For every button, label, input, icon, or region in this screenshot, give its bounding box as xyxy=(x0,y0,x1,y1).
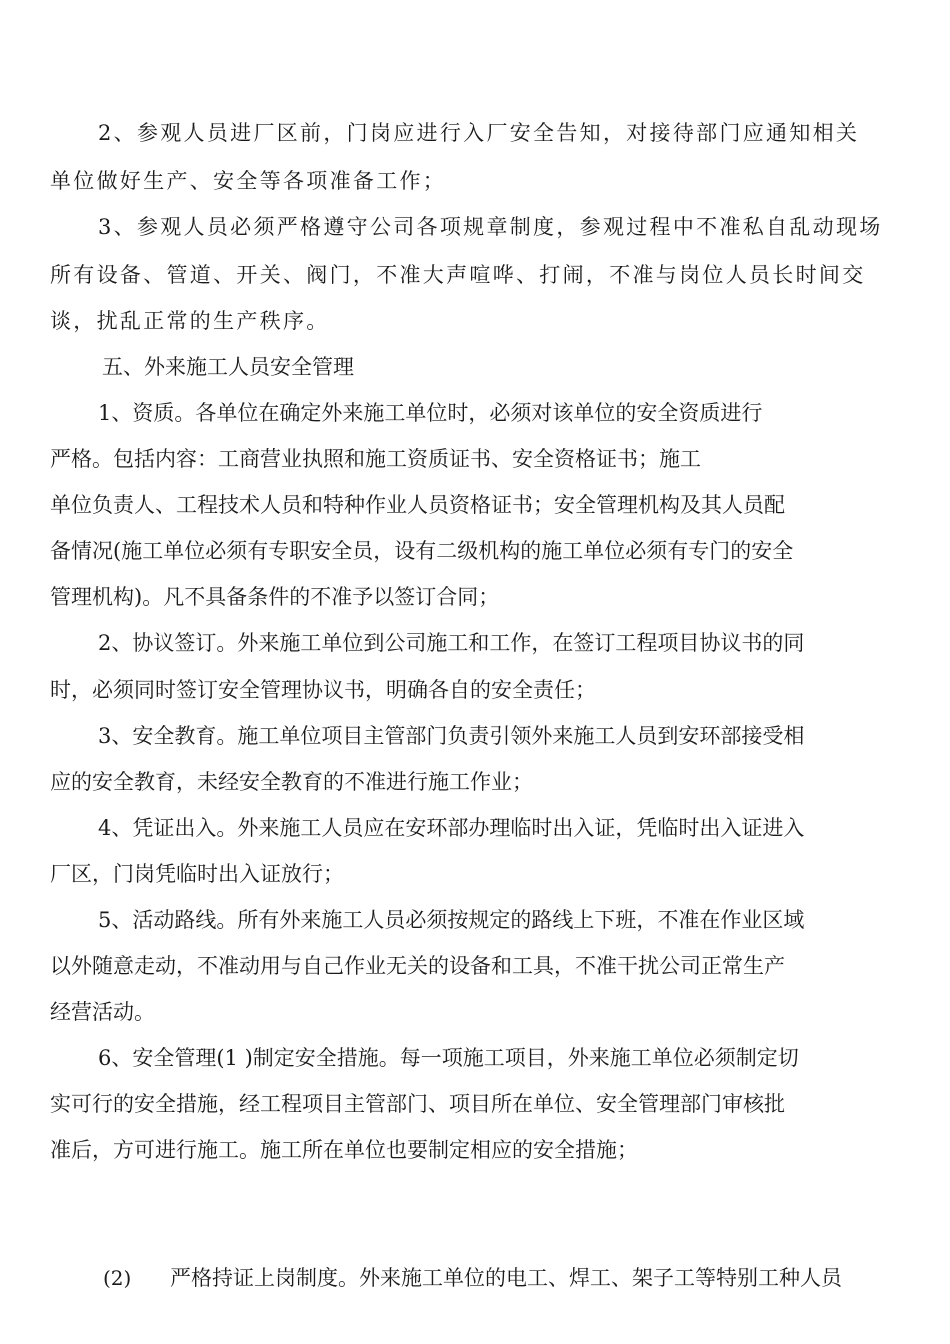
text-line: 3、安全教育。施工单位项目主管部门负责引领外来施工人员到安环部接受相 xyxy=(98,724,805,748)
text-line: 备情况(施工单位必须有专职安全员，设有二级机构的施工单位必须有专门的安全 xyxy=(50,539,794,563)
item-label: (2) xyxy=(103,1266,132,1290)
text-line: 2、参观人员进厂区前，门岗应进行入厂安全告知，对接待部门应通知相关 xyxy=(98,121,860,145)
text-line: 厂区，门岗凭临时出入证放行； xyxy=(50,862,344,886)
text-line: 准后，方可进行施工。施工所在单位也要制定相应的安全措施； xyxy=(50,1138,638,1162)
section-heading: 五、外来施工人员安全管理 xyxy=(102,355,354,379)
text-line: 管理机构)。凡不具备条件的不准予以签订合同； xyxy=(50,585,500,609)
text-line: 谈，扰乱正常的生产秩序。 xyxy=(50,309,330,333)
text-line: 4、凭证出入。外来施工人员应在安环部办理临时出入证，凭临时出入证进入 xyxy=(98,816,805,840)
text-line: 3、参观人员必须严格遵守公司各项规章制度，参观过程中不准私自乱动现场 xyxy=(98,215,883,239)
text-line: 严格持证上岗制度。外来施工单位的电工、焊工、架子工等特别工种人员 xyxy=(170,1266,842,1290)
text-line: 经营活动。 xyxy=(50,1000,155,1024)
text-line: 实可行的安全措施，经工程项目主管部门、项目所在单位、安全管理部门审核批 xyxy=(50,1092,785,1116)
text-line: 6、安全管理(1 )制定安全措施。每一项施工项目，外来施工单位必须制定切 xyxy=(98,1046,799,1070)
text-line: 严格。包括内容：工商营业执照和施工资质证书、安全资格证书；施工 xyxy=(50,447,701,471)
text-line: 1、资质。各单位在确定外来施工单位时，必须对该单位的安全资质进行 xyxy=(98,401,763,425)
text-line: 5、活动路线。所有外来施工人员必须按规定的路线上下班，不准在作业区域 xyxy=(98,908,805,932)
text-line: 时，必须同时签订安全管理协议书，明确各自的安全责任； xyxy=(50,678,596,702)
text-line: 所有设备、管道、开关、阀门，不准大声喧哗、打闹，不准与岗位人员长时间交 xyxy=(50,263,866,287)
text-line: 单位做好生产、安全等各项准备工作； xyxy=(50,169,447,193)
text-line: 2、协议签订。外来施工单位到公司施工和工作，在签订工程项目协议书的同 xyxy=(98,631,805,655)
text-line: 以外随意走动，不准动用与自己作业无关的设备和工具，不准干扰公司正常生产 xyxy=(50,954,785,978)
text-line: 应的安全教育，未经安全教育的不准进行施工作业； xyxy=(50,770,533,794)
text-line: 单位负责人、工程技术人员和特种作业人员资格证书；安全管理机构及其人员配 xyxy=(50,493,785,517)
